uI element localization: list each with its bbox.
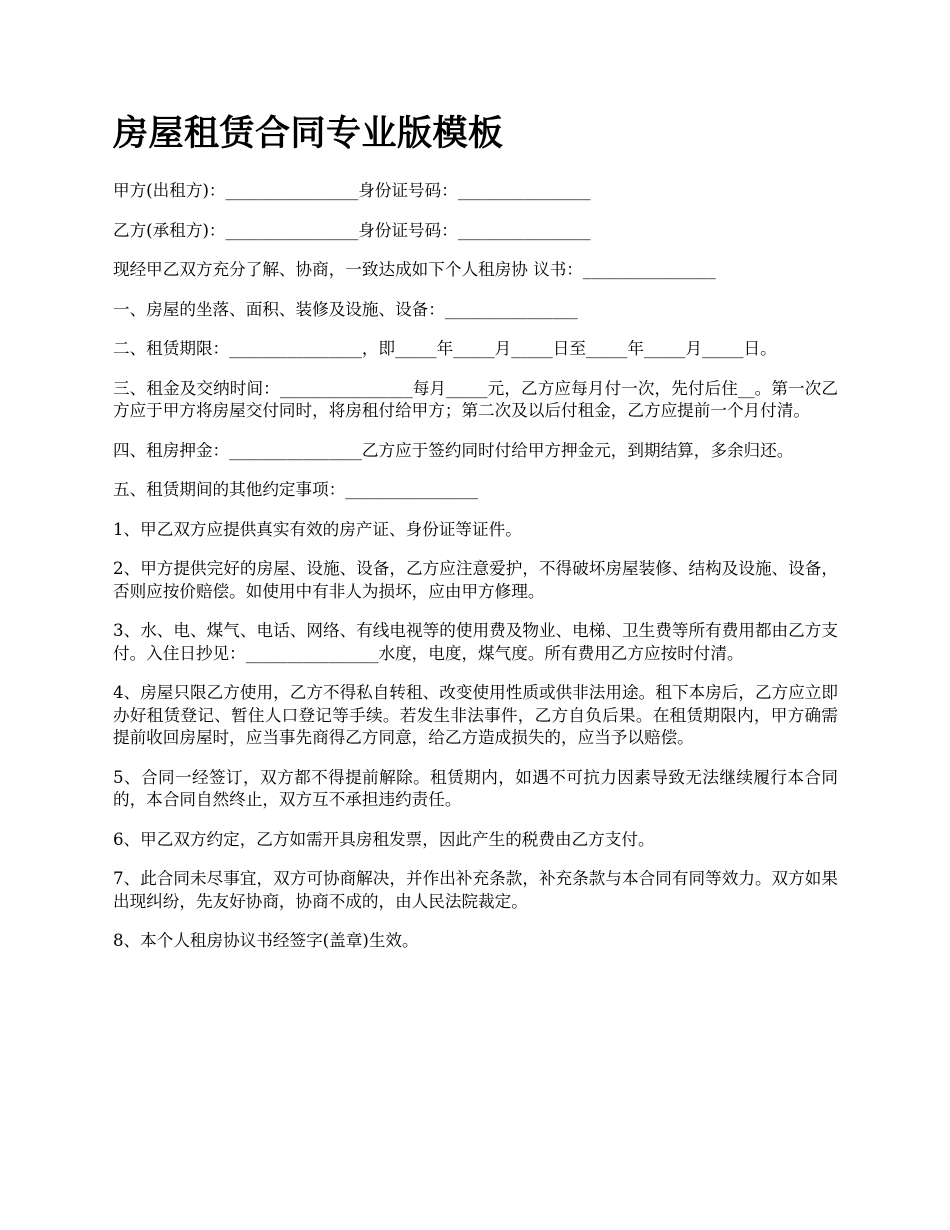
- term-item-1: 1、甲乙双方应提供真实有效的房产证、身份证等证件。: [113, 519, 522, 539]
- term-item-7: 7、此合同未尽事宜，双方可协商解决，并作出补充条款，补充条款与本合同有同等效力。双方如果出现纠纷，先友好协商，协商不成的，由人民法院裁定。: [113, 869, 838, 911]
- clause-2-term: 二、租赁期限：________________，即_____年_____月_____日至_____年_____月_____日。: [113, 339, 777, 358]
- clause-4-deposit: 四、租房押金：________________乙方应于签约同时付给甲方押金元，到期结算，多余归还。: [113, 440, 794, 460]
- document-body: [113, 180, 838, 970]
- term-item-5: 5、合同一经签订，双方都不得提前解除。租赁期内，如遇不可抗力因素导致无法继续履行本合同的，本合同自然终止，双方互不承担违约责任。: [113, 767, 838, 809]
- term-item-8: 8、本个人租房协议书经签字(盖章)生效。: [113, 931, 419, 950]
- term-item-4: 4、房屋只限乙方使用，乙方不得私自转租、改变使用性质或供非法用途。租下本房后，乙方应立即办好租赁登记、暂住人口登记等手续。若发生非法事件，乙方自负后果。在租赁期限内，甲方确需提前收回房屋时，应当事先商得乙方同意，给乙方造成损失的，应当予以赔偿。: [113, 683, 838, 747]
- party-b-line: 乙方(承租方)：________________身份证号码：________________: [113, 220, 591, 240]
- clause-1-location: 一、房屋的坐落、面积、装修及设施、设备：________________: [113, 299, 578, 319]
- term-item-3: 3、水、电、煤气、电话、网络、有线电视等的使用费及物业、电梯、卫生费等所有费用都由乙方支付。入住日抄见：________________水度，电度，煤气度。所有费用乙方应按时付清。: [113, 621, 838, 663]
- term-item-2: 2、甲方提供完好的房屋、设施、设备，乙方应注意爱护，不得破坏房屋装修、结构及设施、设备，否则应按价赔偿。如使用中有非人为损坏，应由甲方修理。: [113, 559, 838, 601]
- party-a-line: 甲方(出租方)：________________身份证号码：________________: [113, 181, 591, 200]
- term-item-6: 6、甲乙双方约定，乙方如需开具房租发票，因此产生的税费由乙方支付。: [113, 829, 655, 849]
- agreement-intro: 现经甲乙双方充分了解、协商，一致达成如下个人租房协 议书：________________: [113, 260, 716, 279]
- clause-3-rent: 三、租金及交纳时间：________________每月_____元，乙方应每月付一次，先付后住__。第一次乙方应于甲方将房屋交付同时，将房租付给甲方；第二次及以后付租金，乙方应提前一个月付清。: [113, 378, 838, 420]
- document-title: 房屋租赁合同专业版模板: [113, 114, 504, 154]
- clause-5-other-terms: 五、租赁期间的其他约定事项：________________: [113, 480, 479, 499]
